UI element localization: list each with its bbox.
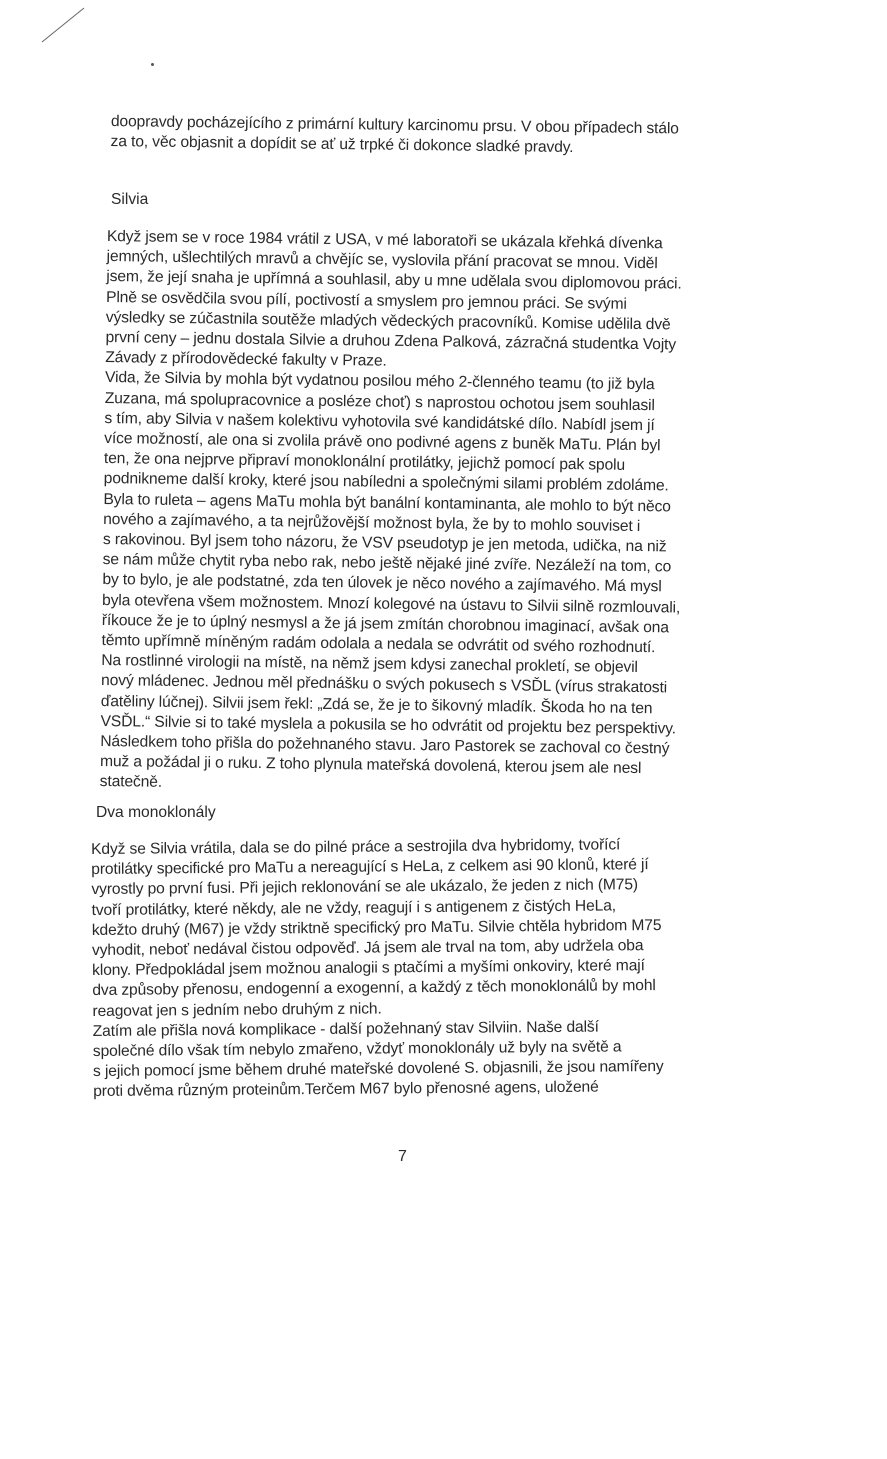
section-silvia-text — [100, 227, 685, 800]
text-line: doopravdy pocházejícího z primární kultury karcinomu prsu. V obou případech stálo — [110, 112, 679, 138]
intro-paragraph — [110, 112, 678, 160]
text-line: Byla to ruleta – agens MaTu mohla být banální kontaminanta, ale mohlo to být něco — [103, 490, 671, 516]
page-number: 7 — [398, 1148, 407, 1165]
text-line: ten, že ona nejprve připraví monoklonální protilátky, jejichž pomocí pak spolu — [103, 450, 626, 475]
section-heading-silvia: Silvia — [111, 191, 149, 208]
pen-stroke-mark — [40, 6, 90, 46]
text-line: jsem, že její snaha je upřímná a souhlasil, aby u mne udělala svou diplomovou práci. — [106, 268, 682, 293]
text-line: Závady z přírodovědecké fakulty v Praze. — [105, 349, 387, 370]
text-line: proti dvěma různým proteinům.Terčem M67 bylo přenosné agens, uložené — [93, 1079, 599, 1101]
text-line: více možností, ale ona si zvolila právě ono podivné agens z buněk MaTu. Plán byl — [104, 430, 661, 455]
text-line: Na rostlinné virologii na místě, na němž jsem kdysi zanechal prokletí, se objevil — [101, 652, 638, 677]
text-line: muž a požádal ji o ruku. Z toho plynula mateřská dovolená, kterou jsem ale nesl — [99, 753, 642, 778]
text-line: by to bylo, je ale podstatné, zda ten úlovek je něco nového a zajímavého. Má mysl — [102, 571, 662, 596]
text-line: podnikneme další kroky, které jsou nabíledni a společnými silami problém zdoláme. — [103, 470, 669, 495]
text-line: statečně. — [99, 773, 163, 792]
text-line: ďatěliny lúčnej). Silvii jsem řekl: „Zdá se, že je to šikovný mladík. Škoda ho na ten — [100, 692, 653, 717]
text-line: těmto upřímně míněným radám odolala a nedala se odvrátit od svého rozhodnutí. — [101, 632, 656, 657]
text-line: s tím, aby Silvia v našem kolektivu vyhotovila své kandidátské dílo. Nabídl jsem jí — [104, 409, 655, 435]
text-line: s jejich pomocí jsme během druhé mateřské dovolené S. objasnili, že jsou namířeny — [92, 1058, 664, 1081]
text-line: kdežto druhý (M67) je vždy striktně specifický pro MaTu. Silvie chtěla hybridom M75 — [91, 916, 662, 939]
text-line: Když jsem se v roce 1984 vrátil z USA, v mé laboratoři se ukázala křehká dívenka — [106, 227, 663, 253]
text-line: vyhodit, neboť nedával čistou odpověď. Já jsem ale trval na tom, aby udržela oba — [91, 937, 644, 960]
text-line: Plně se osvědčila svou pílí, poctivostí a smyslem pro jemnou práci. Se svými — [105, 288, 627, 313]
section-heading-dva-monoklonaly: Dva monoklonály — [96, 804, 216, 821]
text-line: výsledky se zúčastnila soutěže mladých vědeckých pracovníků. Komise udělila dvě — [105, 308, 671, 334]
text-line: vyrostly po první fusi. Při jejich reklonování se ale ukázalo, že jeden z nich (M75) — [91, 876, 639, 899]
text-line: Následkem toho přišla do požehnaného stavu. Jaro Pastorek se zachoval co čestný — [100, 733, 670, 758]
text-line: Zuzana, má spolupracovnice a posléze choť) s naprostou ochotou jsem souhlasil — [104, 389, 655, 414]
text-line: Zatím ale přišla nová komplikace - další požehnaný stav Silviin. Naše další — [92, 1018, 599, 1040]
ink-dot — [151, 63, 154, 66]
text-line: se nám může chytit ryba nebo rak, nebo ještě nějaké jiné zvíře. Nezáleží na tom, co — [102, 551, 672, 576]
text-line: nového a zajímavého, a ta nejrůžovější možnost byla, že by to mohlo souviset i — [103, 510, 641, 535]
text-line: byla otevřena všem možnostem. Mnozí kolegové na ústavu to Silvii silně rozmlouvali, — [102, 591, 681, 617]
text-line: za to, věc objasnit a dopídit se ať už trpké či dokonce sladké pravdy. — [110, 133, 574, 157]
text-line: nový mládenec. Jednou měl přednášku o svých pokusech s VSĎL (vírus strakatosti — [100, 672, 668, 697]
text-line: Vida, že Silvia by mohla být vydatnou posilou mého 2-členného teamu (to již byla — [104, 369, 655, 394]
text-line: dva způsoby přenosu, endogenní a exogenní, a každý z těch monoklonálů by mohl — [92, 977, 656, 1000]
text-line: s rakovinou. Byl jsem toho názoru, že VSV pseudotyp je jen metoda, udička, na niž — [102, 531, 667, 556]
section-dva-monoklonaly-text — [91, 835, 664, 1103]
text-line: první ceny – jednu dostala Silvie a druhou Zdena Palková, zázračná studentka Vojty — [105, 329, 677, 354]
text-line: VSĎL.“ Silvie si to také myslela a pokusila se ho odvrátit od projektu bez perspektivy. — [100, 712, 677, 738]
text-line: protilátky specifické pro MaTu a nereagující s HeLa, z celkem asi 90 klonů, které jí — [91, 856, 649, 879]
text-line: jemných, ušlechtilých mravů a chvějíc se, vyslovila přání pracovat se mnou. Viděl — [106, 248, 658, 273]
text-line: společné dílo však tím nebylo zmařeno, vždyť monoklonály už byly na světě a — [92, 1038, 622, 1061]
text-line: Když se Silvia vrátila, dala se do pilné práce a sestrojila dva hybridomy, tvořící — [91, 836, 621, 858]
text-line: tvoří protilátky, které někdy, ale ne vždy, reagují i s antigenem z čistých HeLa, — [91, 897, 617, 919]
text-line: klony. Předpokládal jsem možnou analogii s ptačími a myšími onkoviry, které mají — [92, 957, 645, 980]
text-line: říkouce že je to úplný nesmysl a že já jsem zmítán chorobnou imaginací, avšak ona — [101, 611, 669, 637]
text-line: reagovat jen s jedním nebo druhým z nich. — [92, 1000, 382, 1020]
